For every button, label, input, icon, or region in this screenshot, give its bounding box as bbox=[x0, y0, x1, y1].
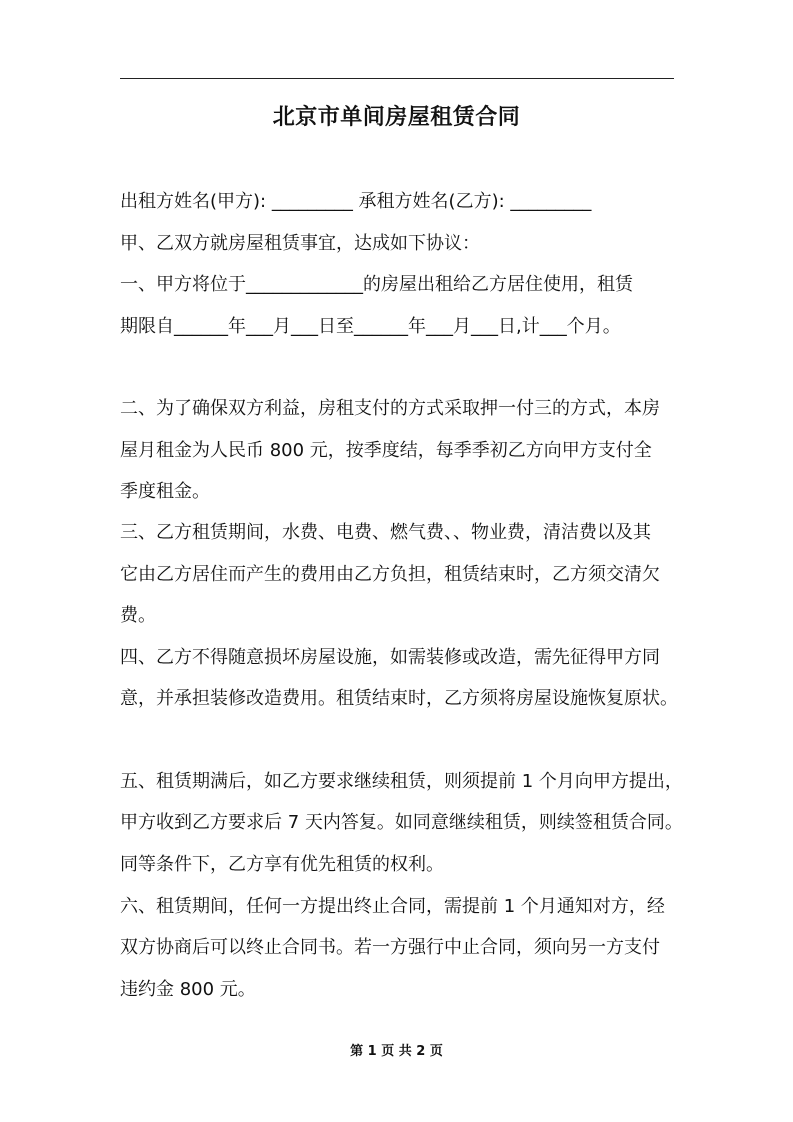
clause-1-line-2: 期限自______年___月___日至______年___月___日,计___个月。 bbox=[120, 316, 621, 337]
clause-2-line-1: 二、为了确保双方利益，房租支付的方式采取押一付三的方式，本房 bbox=[120, 398, 660, 419]
party-names-line: 出租方姓名(甲方): _________ 承租方姓名(乙方): _________ bbox=[120, 191, 592, 212]
header-rule bbox=[120, 78, 674, 79]
clause-6-line-3: 违约金 800 元。 bbox=[120, 979, 256, 1000]
clause-2-line-2: 屋月租金为人民币 800 元，按季度结，每季季初乙方向甲方支付全 bbox=[120, 440, 652, 461]
document-title: 北京市单间房屋租赁合同 bbox=[272, 105, 521, 130]
clause-3-line-2: 它由乙方居住而产生的费用由乙方负担，租赁结束时，乙方须交清欠 bbox=[120, 564, 660, 585]
page-number-footer: 第 1 页 共 2 页 bbox=[350, 1044, 443, 1059]
clause-4-line-2: 意，并承担装修改造费用。租赁结束时，乙方须将房屋设施恢复原状。 bbox=[120, 688, 678, 709]
clause-3-line-3: 费。 bbox=[120, 605, 156, 626]
clause-4-line-1: 四、乙方不得随意损坏房屋设施，如需装修或改造，需先征得甲方同 bbox=[120, 647, 660, 668]
clause-1-line-1: 一、甲方将位于_____________的房屋出租给乙方居住使用，租赁 bbox=[120, 274, 633, 295]
clause-5-line-3: 同等条件下，乙方享有优先租赁的权利。 bbox=[120, 854, 444, 875]
clause-6-line-1: 六、租赁期间，任何一方提出终止合同，需提前 1 个月通知对方，经 bbox=[120, 896, 665, 917]
clause-6-line-2: 双方协商后可以终止合同书。若一方强行中止合同，须向另一方支付 bbox=[120, 937, 660, 958]
clause-2-line-3: 季度租金。 bbox=[120, 481, 210, 502]
clause-5-line-2: 甲方收到乙方要求后 7 天内答复。如同意继续租赁，则续签租赁合同。 bbox=[120, 812, 683, 833]
clause-5-line-1: 五、租赁期满后，如乙方要求继续租赁，则须提前 1 个月向甲方提出， bbox=[120, 771, 683, 792]
clause-3-line-1: 三、乙方租赁期间，水费、电费、燃气费、、物业费，清洁费以及其 bbox=[120, 522, 651, 543]
intro-line: 甲、乙双方就房屋租赁事宜，达成如下协议： bbox=[120, 233, 480, 254]
